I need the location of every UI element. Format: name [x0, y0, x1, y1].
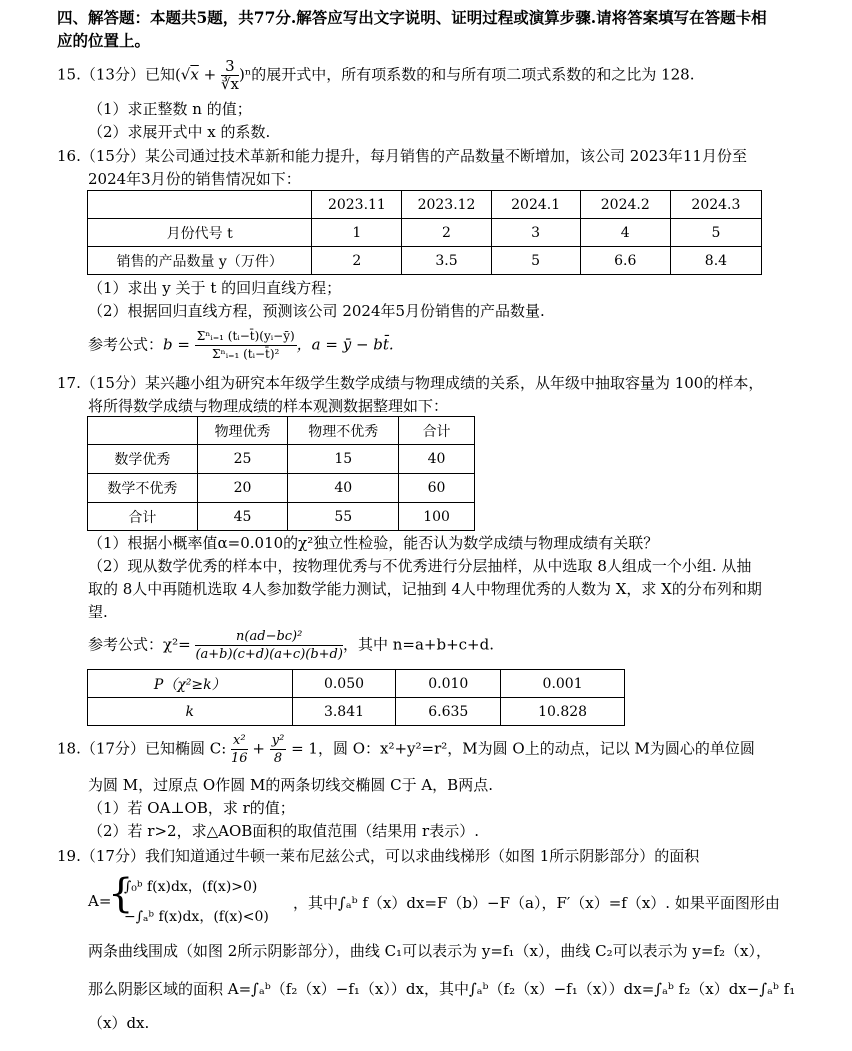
q15-stem: 15.（13分）已知(√x + $\frac{3}{∛x}$ )ⁿ的展开式中，所有项系数的和与所有项二项式系数的和之比为 128.	[57, 57, 695, 93]
q19-case1: ∫₀ᵇ f(x)dx，(f(x)>0)	[124, 879, 258, 895]
q17-stem-line2: 将所得数学成绩与物理成绩的样本观测数据整理如下：	[88, 397, 449, 415]
section-title-line1: 四、解答题：本题共5题，共77分.解答应写出文字说明、证明过程或演算步骤.请将答案填写在答题卡相	[57, 8, 767, 27]
q17-stem-line1: 17.（15分）某兴趣小组为研究本年级学生数学成绩与物理成绩的关系，从年级中抽取容量为 100的样本，	[57, 374, 764, 392]
q17-table	[87, 416, 475, 531]
q17-part2-line1: （2）现从数学优秀的样本中，按物理优秀与不优秀进行分层抽样，从中选取 8人组成一个小组. 从抽	[88, 557, 752, 575]
q17-formula: 参考公式：χ²= $\frac{\text{n(ad−bc)²}}{(a+b)(c+d)(a+c)(b+d)}$ ，其中 n=a+b+c+d.	[88, 629, 494, 662]
q19-line3: 两条曲线围成（如图 2所示阴影部分），曲线 C₁可以表示为 y=f₁（x），曲线 C₂可以表示为 y=f₂（x），	[88, 942, 772, 960]
q16-table	[87, 190, 762, 275]
table-row: 数学优秀 25 15 40	[88, 445, 475, 474]
q19-case2: −∫ₐᵇ f(x)dx，(f(x)<0)	[124, 909, 269, 925]
q18-stem-line2: 为圆 M，过原点 O作圆 M的两条切线交椭圆 C于 A，B两点.	[88, 776, 493, 794]
q16-part2: （2）根据回归直线方程，预测该公司 2024年5月份销售的产品数量.	[88, 302, 545, 320]
q15-fraction: $\frac{3}{∛x}$	[220, 57, 239, 93]
table-row: P（χ²≥k） 0.050 0.010 0.001	[88, 670, 625, 698]
q16-stem-line1: 16.（15分）某公司通过技术革新和能力提升，每月销售的产品数量不断增加，该公司 2023年11月份至	[57, 147, 747, 165]
q15-suffix: )ⁿ的展开式中，所有项系数的和与所有项二项式系数的和之比为 128.	[238, 65, 695, 84]
q16-stem-line2: 2024年3月份的销售情况如下：	[88, 170, 301, 188]
q18-part2: （2）若 r>2，求△AOB面积的取值范围（结果用 r表示）.	[88, 822, 479, 840]
q15-part2: （2）求展开式中 x 的系数.	[88, 123, 271, 141]
table-row: 合计 45 55 100	[88, 503, 475, 531]
table-row: 销售的产品数量 y（万件） 2 3.5 5 6.6 8.4	[88, 247, 762, 275]
q19-line2-tail: ，其中∫ₐᵇ f（x）dx=F（b）−F（a），F′（x）=f（x）. 如果平面图形由	[293, 894, 780, 912]
q19-line4: 那么阴影区域的面积 A=∫ₐᵇ（f₂（x）−f₁（x））dx，其中∫ₐᵇ（f₂（x）−f₁（x））dx=∫ₐᵇ f₂（x）dx−∫ₐᵇ f₁	[88, 980, 796, 998]
q19-stem-line1: 19.（17分）我们知道通过牛顿一莱布尼兹公式，可以求曲线梯形（如图 1所示阴影部分）的面积	[57, 847, 700, 865]
table-row: 数学不优秀 20 40 60	[88, 474, 475, 503]
left-brace-icon: {	[108, 871, 134, 917]
q17-critical-table	[87, 669, 625, 726]
q16-table-header: 2023.11 2023.12 2024.1 2024.2 2024.3	[88, 191, 762, 219]
q18-stem: 18.（17分）已知椭圆 C: $\frac{\text{x²}}{16}$ + $\frac{\text{y²}}{8}$ = 1，圆 O：x²+y²=r²，M为圆 O上的动点，记以 M为圆心的单位圆	[57, 733, 755, 766]
table-row: k 3.841 6.635 10.828	[88, 698, 625, 726]
section-title-line2: 应的位置上。	[57, 31, 151, 50]
q16-part1: （1）求出 y 关于 t 的回归直线方程；	[88, 279, 342, 297]
q18-part1: （1）若 OA⊥OB，求 r的值；	[88, 799, 295, 817]
q16-formula: 参考公式：b = $\frac{\text{Σⁿᵢ₌₁ (tᵢ−t̄)(yᵢ−ȳ)}}{\text{Σⁿᵢ₌₁ (tᵢ−t̄)²}}$ ，a = ȳ − bt̄.	[88, 329, 394, 361]
q17-part2-line3: 望.	[88, 603, 108, 621]
q17-part1: （1）根据小概率值α=0.010的χ²独立性检验，能否认为数学成绩与物理成绩有关联？	[88, 534, 659, 552]
q17-part2-line2: 取的 8人中再随机选取 4人参加数学能力测试，记抽到 4人中物理优秀的人数为 X，求 X的分布列和期	[88, 580, 762, 598]
q19-A-label: A=	[88, 892, 112, 910]
table-row: 月份代号 t 1 2 3 4 5	[88, 219, 762, 247]
q15-part1: （1）求正整数 n 的值；	[88, 100, 252, 118]
q19-line5: （x）dx.	[88, 1014, 150, 1032]
q17-table-header: 物理优秀 物理不优秀 合计	[88, 417, 475, 445]
q15-prefix: 15.（13分）已知(	[57, 65, 181, 84]
